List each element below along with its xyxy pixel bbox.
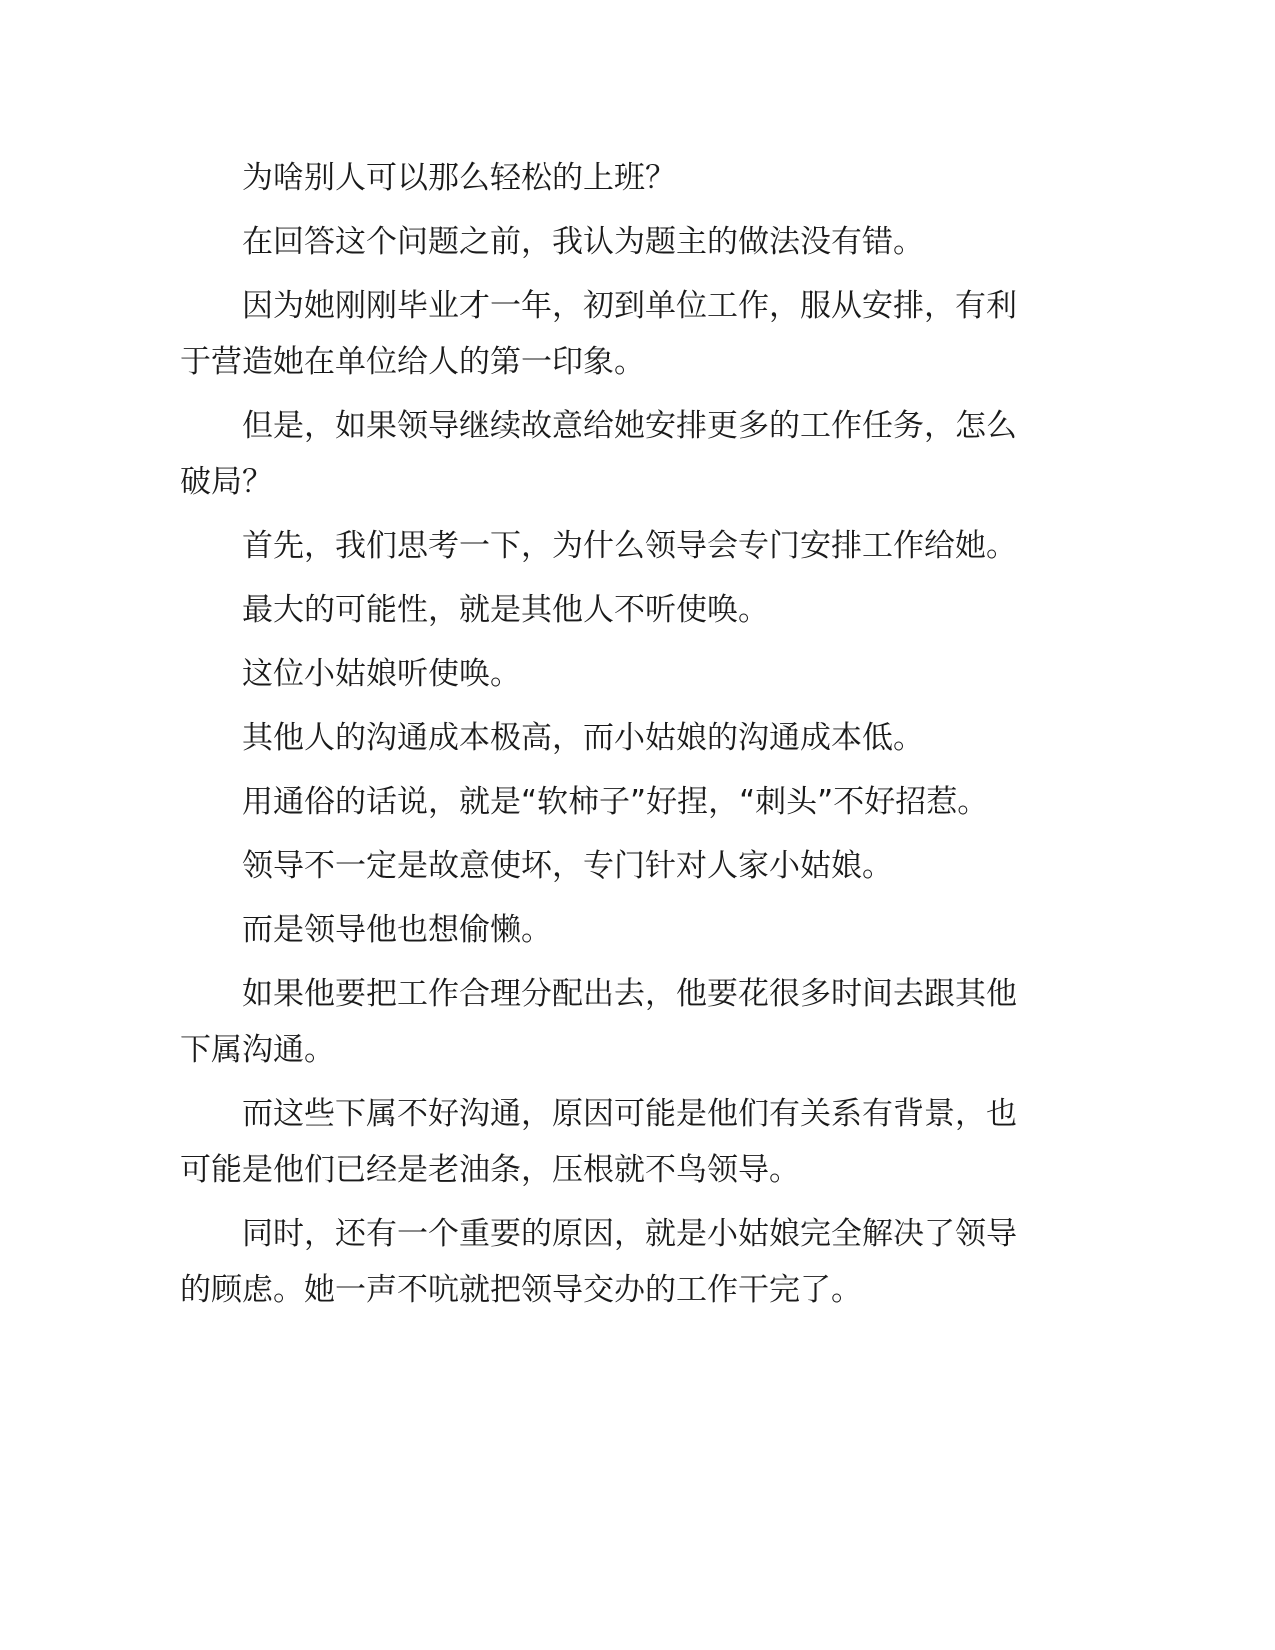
paragraph: 在回答这个问题之前，我认为题主的做法没有错。: [242, 224, 924, 260]
paragraph: 因为她刚刚毕业才一年，初到单位工作，服从安排，有利于营造她在单位给人的第一印象。: [180, 288, 1017, 380]
paragraph: 用通俗的话说，就是“软柿子”好捏，“刺头”不好招惹。: [242, 784, 989, 820]
paragraph: 其他人的沟通成本极高，而小姑娘的沟通成本低。: [242, 720, 924, 756]
paragraph: 领导不一定是故意使坏，专门针对人家小姑娘。: [242, 848, 893, 884]
paragraph: 首先，我们思考一下，为什么领导会专门安排工作给她。: [242, 528, 1017, 564]
paragraph: 如果他要把工作合理分配出去，他要花很多时间去跟其他下属沟通。: [180, 976, 1017, 1068]
document-body: [180, 150, 1040, 1326]
paragraph: 而这些下属不好沟通，原因可能是他们有关系有背景，也可能是他们已经是老油条，压根就不鸟领导。: [180, 1096, 1017, 1188]
paragraph: 但是，如果领导继续故意给她安排更多的工作任务，怎么破局？: [180, 408, 1017, 500]
paragraph: 为啥别人可以那么轻松的上班？: [242, 160, 676, 196]
paragraph: 这位小姑娘听使唤。: [242, 656, 521, 692]
paragraph: 最大的可能性，就是其他人不听使唤。: [242, 592, 769, 628]
paragraph: 而是领导他也想偷懒。: [242, 912, 552, 948]
paragraph: 同时，还有一个重要的原因，就是小姑娘完全解决了领导的顾虑。她一声不吭就把领导交办的工作干完了。: [180, 1216, 1017, 1308]
